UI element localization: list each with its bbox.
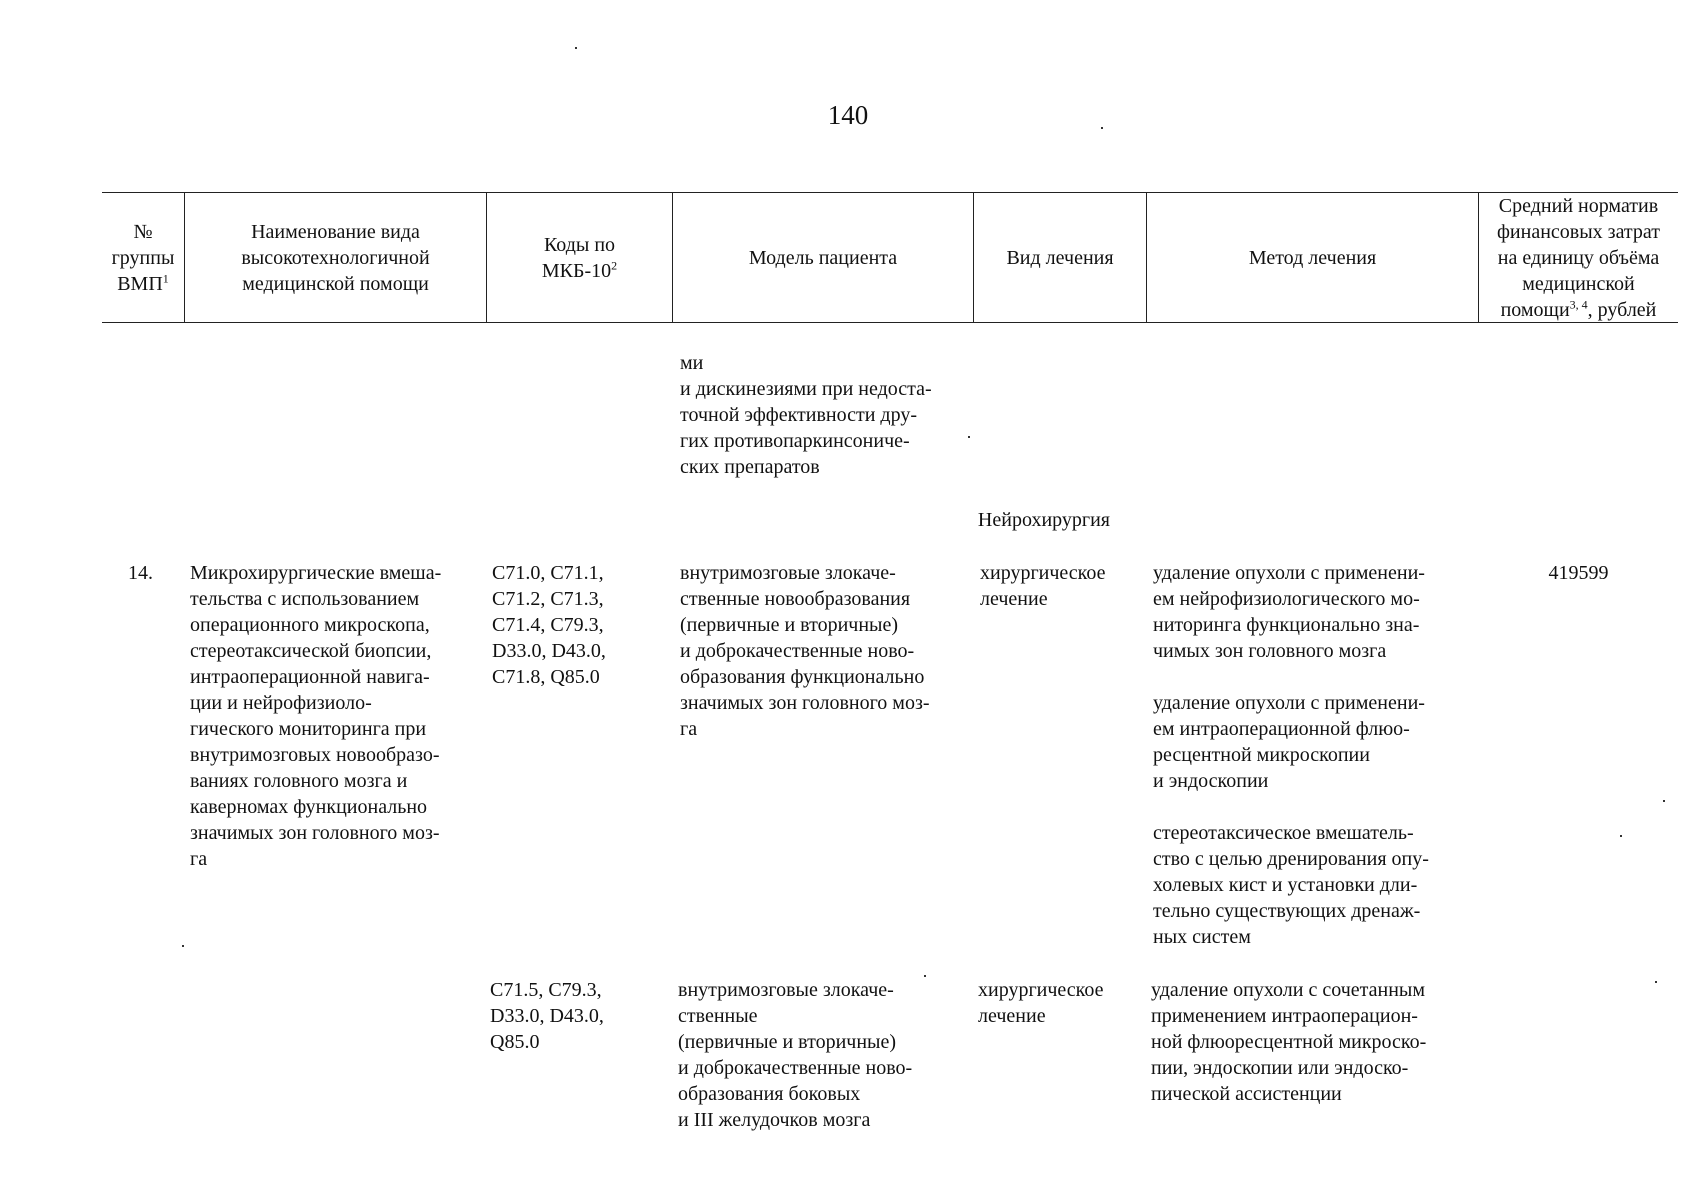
header-cost: Средний норматив финансовых затрат на единицу объёма медицинской помощи$^{3, 4}$, рублей: [1496, 195, 1661, 321]
scan-speck: [1620, 835, 1622, 837]
row-name: Микрохирургические вмеша- тельства с использованием операционного микроскопа, стереотаксической биопсии, интраоперационной навига- ции и нейрофизиоло- гического мониторинга при внутримозговых новообразо- ваниях головного мозга и каверномах функционально значимых зон головного моз- га: [190, 562, 442, 870]
subrow-1-codes: C71.0, C71.1, C71.2, C71.3, C71.4, C79.3, D33.0, D43.0, C71.8, Q85.0: [492, 562, 606, 688]
scan-speck: [575, 47, 577, 49]
header-group-no: № группы ВМП$^1$: [111, 221, 175, 295]
continuation-model-text: ми и дискинезиями при недоста- точной эффективности дру- гих противопаркинсониче- ских препаратов: [680, 352, 932, 478]
header-codes: Коды по МКБ-$10^2$: [541, 234, 618, 282]
header-method: Метод лечения: [1248, 247, 1377, 269]
scan-speck: [182, 945, 184, 947]
row-number: 14.: [128, 562, 153, 584]
header-model: Модель пациента: [748, 247, 898, 269]
subrow-2-model: внутримозговые злокаче- ственные (первичные и вторичные) и доброкачественные ново- образования боковых и III желудочков мозга: [678, 979, 913, 1131]
page-number: 140: [827, 100, 869, 130]
scan-speck: [1101, 127, 1103, 129]
row-cost: 419599: [1548, 562, 1609, 584]
subrow-1-treatment: хирургическое лечение: [980, 562, 1106, 610]
subrow-2-method-1: удаление опухоли с сочетанным применением интраоперацион- ной флюоресцентной микроско- пии, эндоскопии или эндоско- пической ассистенции: [1151, 979, 1427, 1105]
subrow-1-model: внутримозговые злокаче- ственные новообразования (первичные и вторичные) и доброкачественные ново- образования функционально значимых зон головного моз- га: [680, 562, 930, 740]
scan-speck: [1663, 800, 1665, 802]
header-bottom-rule: [102, 322, 1678, 323]
subrow-1-method-3: стереотаксическое вмешатель- ство с целью дренирования опу- холевых кист и установки дли- тельно существующих дренаж- ных систем: [1153, 822, 1429, 948]
header-name: Наименование вида высокотехнологичной медицинской помощи: [241, 221, 430, 295]
header-treatment-type: Вид лечения: [1006, 247, 1114, 269]
header-top-rule: [102, 192, 1678, 193]
section-title: Нейрохирургия: [977, 509, 1110, 531]
subrow-2-treatment: хирургическое лечение: [978, 979, 1104, 1027]
scan-speck: [968, 436, 970, 438]
scan-speck: [1655, 981, 1657, 983]
subrow-1-method-2: удаление опухоли с применени- ем интраоперационной флюо- ресцентной микроскопии и эндоскопии: [1153, 692, 1425, 792]
subrow-2-codes: C71.5, C79.3, D33.0, D43.0, Q85.0: [490, 979, 604, 1053]
scan-speck: [924, 975, 926, 977]
subrow-1-method-1: удаление опухоли с применени- ем нейрофизиологического мо- ниторинга функционально зна- чимых зон головного мозга: [1153, 562, 1425, 662]
